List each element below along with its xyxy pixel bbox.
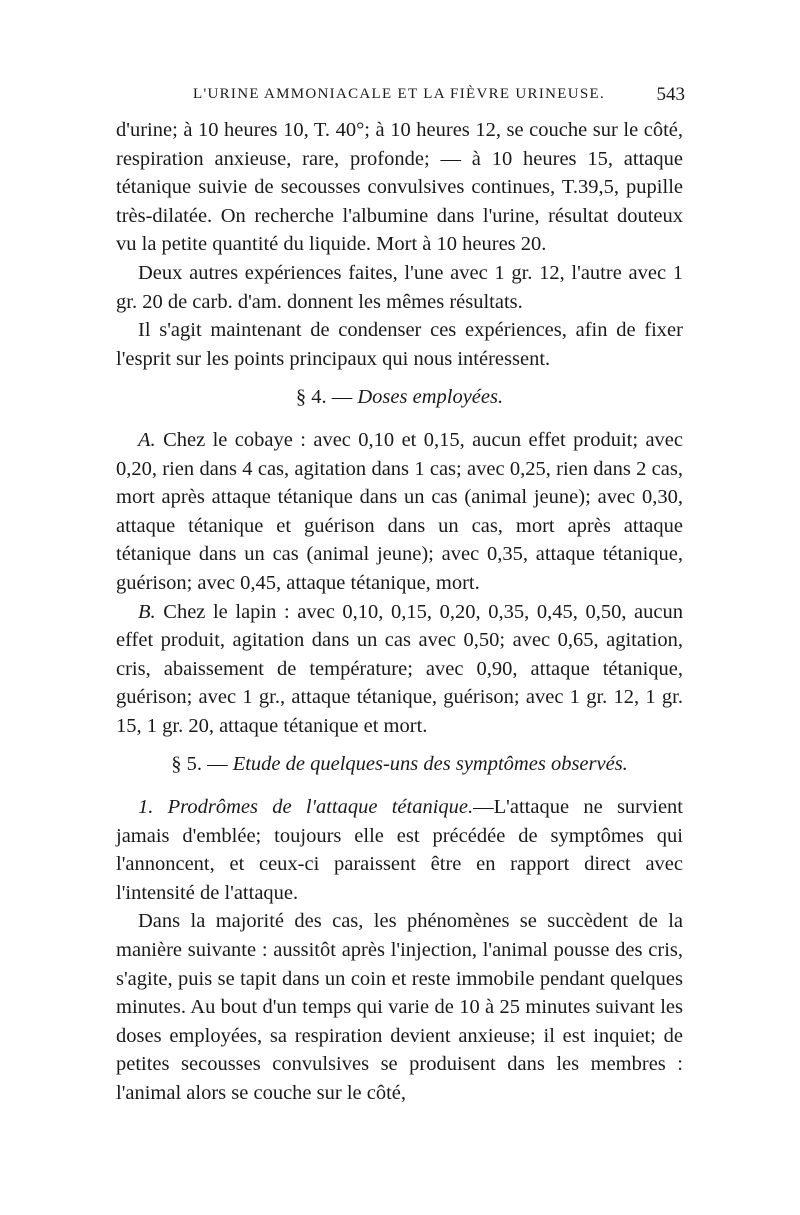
item-text: Chez le cobaye : avec 0,10 et 0,15, aucun effet produit; avec 0,20, rien dans 4 cas, agitation dans 1 cas; avec 0,25, rien dans 2 cas, mort après attaque tétanique dans un cas (animal jeune); avec 0,30, attaque tétanique et guérison dans un cas, mort après attaque tétanique dans un cas (animal jeune); avec 0,35, attaque tétanique, guérison; avec 0,45, attaque tétanique, mort. bbox=[116, 428, 683, 594]
section-heading-4 bbox=[116, 383, 683, 412]
section-number: § 5. — bbox=[171, 753, 228, 776]
page-number: 543 bbox=[656, 84, 685, 105]
subsection-text: —L'attaque ne survient jamais d'emblée; toujours elle est précédée de symptômes qui l'annoncent, et ceux-ci paraissent être en rapport direct avec l'intensité de l'attaque. bbox=[116, 796, 683, 904]
paragraph-other-experiments: Deux autres expériences faites, l'une avec 1 gr. 12, l'autre avec 1 gr. 20 de carb. d'am. donnent les mêmes résultats. bbox=[116, 261, 683, 313]
subsection-label: 1. Prodrômes de l'attaque tétanique. bbox=[138, 796, 474, 819]
section-heading-5 bbox=[116, 750, 683, 779]
section-number: § 4. — bbox=[295, 386, 353, 409]
paragraph-cobaye bbox=[116, 426, 683, 598]
section-title: Doses employées. bbox=[357, 386, 504, 409]
item-label: B. bbox=[138, 600, 156, 623]
running-title: L'URINE AMMONIACALE ET LA FIÈVRE URINEUSE. bbox=[193, 86, 606, 102]
item-label: A. bbox=[138, 428, 156, 451]
section-title: Etude de quelques-uns des symptômes observés. bbox=[232, 753, 628, 776]
paragraph-continued: d'urine; à 10 heures 10, T. 40°; à 10 heures 12, se couche sur le côté, respiration anxieuse, rare, profonde; — à 10 heures 15, attaque tétanique suivie de secousses convulsives continues, T.39,5, pupille très-dilatée. On recherche l'albumine dans l'urine, résultat douteux vu la petite quantité du liquide. Mort à 10 heures 20. bbox=[116, 119, 683, 256]
paragraph-lapin bbox=[116, 598, 683, 741]
running-header bbox=[115, 82, 685, 106]
item-text: Chez le lapin : avec 0,10, 0,15, 0,20, 0,35, 0,45, 0,50, aucun effet produit, agitation dans un cas avec 0,50; avec 0,65, agitation, cris, abaissement de température; avec 0,90, attaque tétanique, guérison; avec 1 gr., attaque tétanique, guérison; avec 1 gr. 12, 1 gr. 15, 1 gr. 20, attaque tétanique et mort. bbox=[116, 600, 683, 737]
paragraph-phenomenes: Dans la majorité des cas, les phénomènes se succèdent de la manière suivante : aussitôt après l'injection, l'animal pousse des cris, s'agite, puis se tapit dans un coin et reste immobile pendant quelques minutes. Au bout d'un temps qui varie de 10 à 25 minutes suivant les doses employées, sa respiration devient anxieuse; il est inquiet; de petites secousses convulsives se produisent dans les membres : l'animal alors se couche sur le côté, bbox=[116, 910, 683, 1104]
page-body bbox=[116, 116, 683, 1108]
paragraph-condense: Il s'agit maintenant de condenser ces expériences, afin de fixer l'esprit sur les points principaux qui nous intéressent. bbox=[116, 319, 683, 370]
paragraph-prodromes bbox=[116, 793, 683, 907]
